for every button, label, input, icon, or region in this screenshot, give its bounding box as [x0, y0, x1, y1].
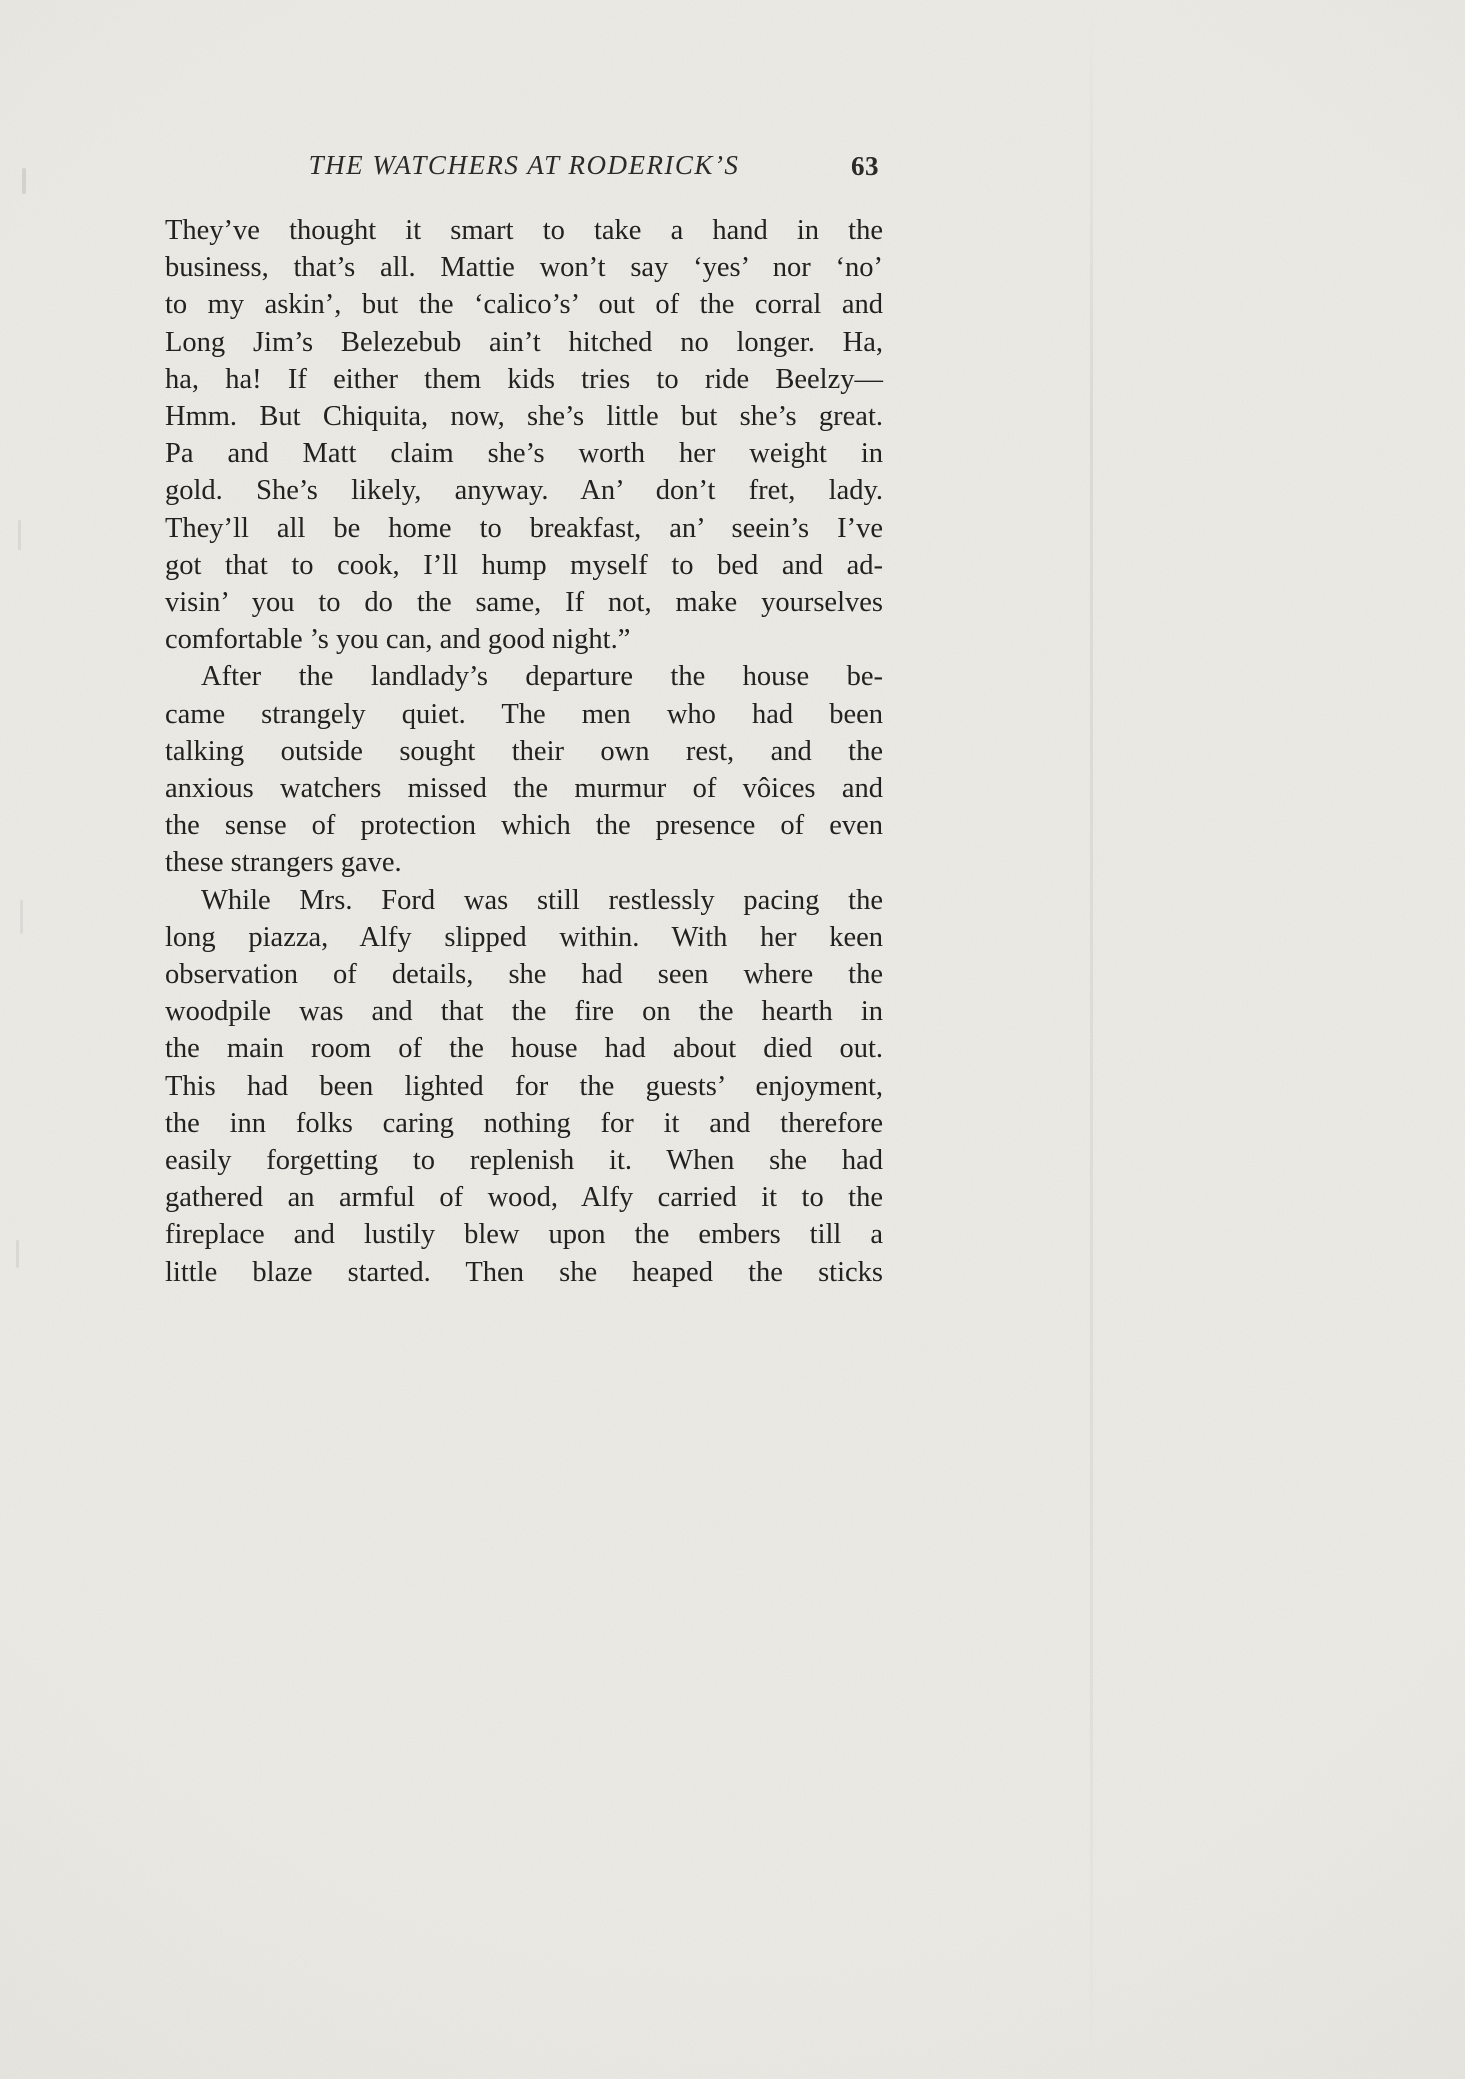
text-line: fireplace and lustily blew upon the embers till a — [165, 1219, 883, 1251]
paragraph — [165, 882, 883, 1291]
page-content — [165, 150, 883, 1291]
text-line: anxious watchers missed the murmur of vôices and — [165, 773, 883, 805]
text-line: ha, ha! If either them kids tries to ride Beelzy— — [165, 363, 883, 395]
text-line: gold. She’s likely, anyway. An’ don’t fret, lady. — [165, 475, 883, 507]
text-line: While Mrs. Ford was still restlessly pacing the — [201, 884, 883, 916]
text-line: Pa and Matt claim she’s worth her weight in — [165, 438, 883, 470]
running-header — [165, 150, 883, 190]
text-line: After the landlady’s departure the house be- — [201, 661, 883, 693]
chapter-title: THE WATCHERS AT RODERICK’S — [308, 150, 740, 180]
text-line: the inn folks caring nothing for it and therefore — [165, 1107, 883, 1139]
paragraph — [165, 658, 883, 881]
scan-streak — [1090, 0, 1093, 2079]
text-line: these strangers gave. — [165, 847, 402, 879]
scan-speck — [20, 900, 23, 934]
paragraph — [165, 212, 883, 658]
text-line: easily forgetting to replenish it. When she had — [165, 1145, 883, 1177]
text-line: came strangely quiet. The men who had been — [165, 698, 883, 730]
scan-speck — [22, 168, 26, 194]
text-line: visin’ you to do the same, If not, make yourselves — [165, 587, 883, 619]
text-line: Hmm. But Chiquita, now, she’s little but she’s great. — [165, 401, 883, 433]
text-line: comfortable ’s you can, and good night.” — [165, 624, 631, 656]
text-line: talking outside sought their own rest, and the — [165, 735, 883, 767]
page-number: 63 — [851, 151, 879, 181]
text-line: This had been lighted for the guests’ enjoyment, — [165, 1070, 883, 1102]
body-text — [165, 212, 883, 1291]
text-line: observation of details, she had seen where the — [165, 959, 883, 991]
scan-speck — [16, 1240, 19, 1268]
text-line: They’ve thought it smart to take a hand in the — [165, 215, 883, 246]
text-line: little blaze started. Then she heaped the sticks — [165, 1256, 883, 1288]
text-line: long piazza, Alfy slipped within. With her keen — [165, 921, 883, 953]
text-line: got that to cook, I’ll hump myself to bed and ad- — [165, 549, 883, 581]
text-line: business, that’s all. Mattie won’t say ‘yes’ nor ‘no’ — [165, 252, 883, 284]
scan-speck — [18, 520, 21, 550]
text-line: Long Jim’s Belezebub ain’t hitched no longer. Ha, — [165, 326, 883, 358]
text-line: the sense of protection which the presence of even — [165, 810, 883, 842]
text-line: woodpile was and that the fire on the hearth in — [165, 996, 883, 1028]
text-line: They’ll all be home to breakfast, an’ seein’s I’ve — [165, 512, 883, 544]
text-line: the main room of the house had about died out. — [165, 1033, 883, 1065]
text-line: gathered an armful of wood, Alfy carried it to the — [165, 1182, 883, 1214]
text-line: to my askin’, but the ‘calico’s’ out of the corral and — [165, 289, 883, 321]
